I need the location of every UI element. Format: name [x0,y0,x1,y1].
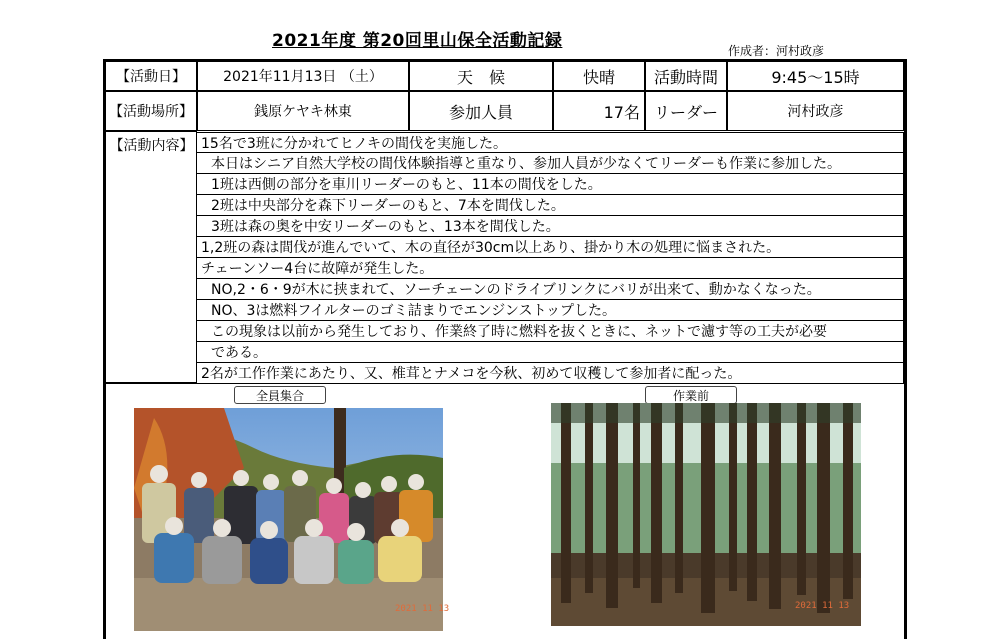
page-title: 2021年度 第20回里山保全活動記録 [272,31,563,51]
photo-date-stamp: 2021 11 13 [795,601,850,611]
weather-label: 天 候 [409,61,553,91]
photo-date-stamp: 2021 11 13 [395,604,450,614]
forest-photo [551,403,861,626]
content-line: 本日はシニア自然大学校の間伐体験指導と重なり、参加人員が少なくてリーダーも作業に参加した。 [196,153,904,174]
content-line: である。 [196,342,904,363]
content-line: 1,2班の森は間伐が進んでいて、木の直径が30cm以上あり、掛かり木の処理に悩まされた。 [196,237,904,258]
weather-value: 快晴 [553,61,645,91]
leader-value: 河村政彦 [727,91,904,131]
place-label: 【活動場所】 [105,91,197,131]
group-photo [134,408,443,631]
content-line: チェーンソー4台に故障が発生した。 [196,258,904,279]
content-line: 2班は中央部分を森下リーダーのもと、7本を間伐した。 [196,195,904,216]
photo-label-before: 作業前 [645,386,737,404]
content-line: 3班は森の奥を中安リーダーのもと、13本を間伐した。 [196,216,904,237]
leader-label: リーダー [645,91,727,131]
participants-label: 参加人員 [409,91,553,131]
date-value: 2021年11月13日 （土） [197,61,409,91]
divider [105,383,904,384]
author-label: 作成者：河村政彦 [728,44,825,58]
place-value: 銭原ケヤキ林東 [197,91,409,131]
photo-label-group: 全員集合 [234,386,326,404]
content-line: 15名で3班に分かれてヒノキの間伐を実施した。 [196,132,904,153]
content-line: NO、3は燃料フイルターのゴミ詰まりでエンジンストップした。 [196,300,904,321]
time-label: 活動時間 [645,61,727,91]
content-label: 【活動内容】 [105,131,197,383]
date-label: 【活動日】 [105,61,197,91]
time-value: 9:45〜15時 [727,61,904,91]
content-line: 1班は西側の部分を車川リーダーのもと、11本の間伐をした。 [196,174,904,195]
content-line: 2名が工作作業にあたり、又、椎茸とナメコを今秋、初めて収穫して参加者に配った。 [196,363,904,384]
participants-value: 17名 [553,91,645,131]
content-line: NO,2・6・9が木に挟まれて、ソーチェーンのドライブリンクにバリが出来て、動かなくなった。 [196,279,904,300]
content-line: この現象は以前から発生しており、作業終了時に燃料を抜くときに、ネットで濾す等の工夫が必要 [196,321,904,342]
